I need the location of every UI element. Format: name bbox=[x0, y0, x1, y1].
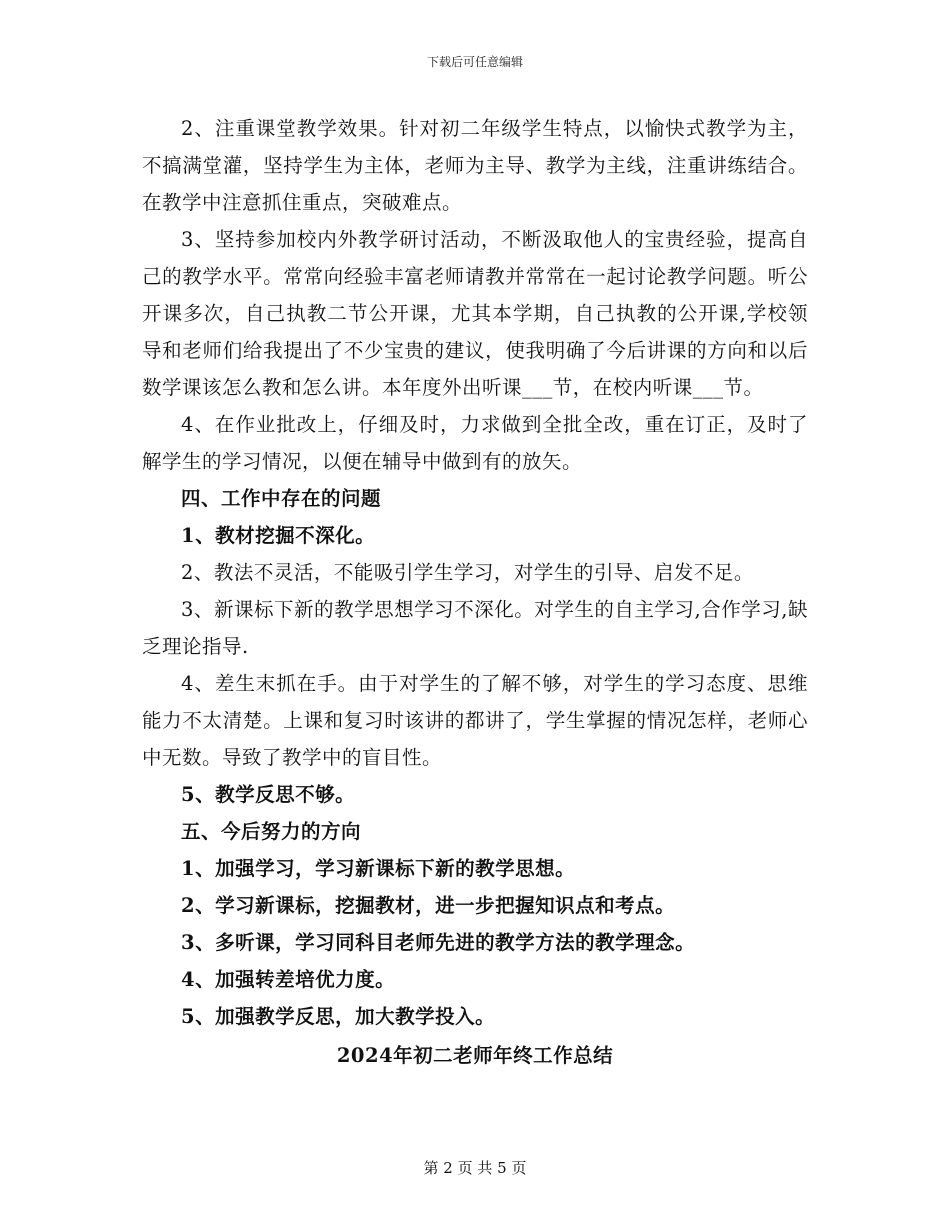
direction-item-5: 5、加强教学反思，加大教学投入。 bbox=[181, 1005, 496, 1028]
problem-item-1: 1、教材挖掘不深化。 bbox=[181, 524, 376, 547]
heading-problems: 四、工作中存在的问题 bbox=[181, 487, 382, 510]
paragraph-homework-correction: 4、在作业批改上，仔细及时，力求做到全批全改，重在订正，及时了解学生的学习情况，以便在辅导中做到有的放矢。 bbox=[142, 413, 808, 473]
problem-item-3: 3、新课标下新的教学思想学习不深化。对学生的自主学习,合作学习,缺乏理论指导. bbox=[142, 598, 808, 658]
direction-item-2: 2、学习新课标，挖掘教材，进一步把握知识点和考点。 bbox=[181, 894, 676, 917]
problem-item-4: 4、差生末抓在手。由于对学生的了解不够，对学生的学习态度、思维能力不太清楚。上课和复习时该讲的都讲了，学生掌握的情况怎样，老师心中无数。导致了教学中的盲目性。 bbox=[142, 672, 808, 769]
heading-future-direction: 五、今后努力的方向 bbox=[181, 820, 362, 843]
paragraph-research-activities: 3、坚持参加校内外教学研讨活动，不断汲取他人的宝贵经验，提高自己的教学水平。常常向经验丰富老师请教并常常在一起讨论教学问题。听公开课多次，自己执教二节公开课，尤其本学期，自己执教的公开课,学校领导和老师们给我提出了不少宝贵的建议，使我明确了今后讲课的方向和以后数学课该怎么教和怎么讲。本年度外出听课___节，在校内听课___节。 bbox=[142, 228, 808, 399]
direction-item-4: 4、加强转差培优力度。 bbox=[181, 968, 396, 991]
section-title: 2024年初二老师年终工作总结 bbox=[336, 1044, 614, 1067]
problem-item-2: 2、教法不灵活，不能吸引学生学习，对学生的引导、启发不足。 bbox=[181, 561, 754, 584]
document-body bbox=[142, 110, 808, 1074]
problem-item-5: 5、教学反思不够。 bbox=[181, 783, 356, 806]
paragraph-teaching-effect: 2、注重课堂教学效果。针对初二年级学生特点，以愉快式教学为主，不搞满堂灌，坚持学生为主体，老师为主导、教学为主线，注重讲练结合。在教学中注意抓住重点，突破难点。 bbox=[142, 117, 808, 214]
page-header: 下载后可任意编辑 bbox=[426, 55, 523, 69]
direction-item-1: 1、加强学习，学习新课标下新的教学思想。 bbox=[181, 857, 576, 880]
page-footer: 第 2 页 共 5 页 bbox=[423, 1159, 527, 1177]
direction-item-3: 3、多听课，学习同科目老师先进的教学方法的教学理念。 bbox=[181, 931, 696, 954]
